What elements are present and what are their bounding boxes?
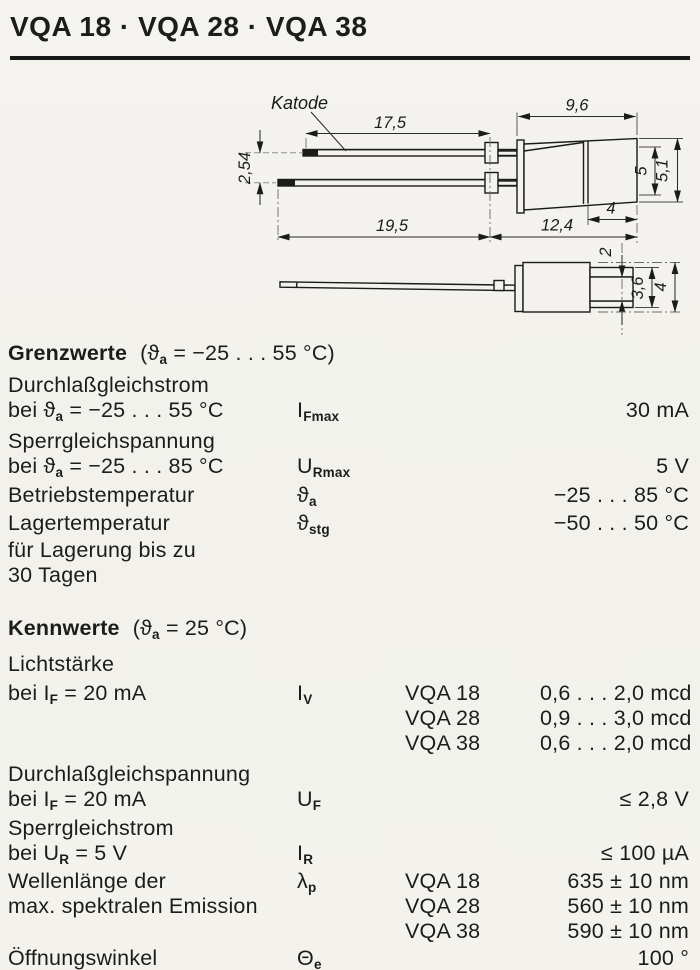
spec-line xyxy=(8,869,692,894)
spec-line xyxy=(8,762,692,787)
svg-text:4: 4 xyxy=(652,282,670,292)
svg-text:9,6: 9,6 xyxy=(565,96,589,115)
spec-line xyxy=(8,511,692,536)
param-value: −25 . . . 85 °C xyxy=(553,483,689,507)
dim-pitch-2-54 xyxy=(236,130,303,205)
device-type xyxy=(405,787,540,818)
page-title: VQA 18 · VQA 28 · VQA 38 xyxy=(10,11,368,42)
svg-text:17,5: 17,5 xyxy=(373,114,407,132)
param-value: 5 V xyxy=(656,454,689,478)
param-value: 30 mA xyxy=(625,398,689,422)
param-value: ≤ 100 µA xyxy=(601,841,689,865)
param-label: Durchlaßgleichspannung xyxy=(8,762,251,786)
led-bottom-view xyxy=(280,263,633,313)
device-type: VQA 28 xyxy=(405,894,481,918)
param-label: 30 Tagen xyxy=(8,563,98,587)
spec-line xyxy=(8,706,692,731)
param-symbol: $\lambda_p$ xyxy=(297,869,317,895)
param-label: bei $ϑ_a = -25$ . . . 85 °C xyxy=(8,454,224,480)
device-type xyxy=(405,398,540,429)
param-value: 635 ± 10 nm xyxy=(567,869,689,893)
param-symbol: $ϑ_{stg}$ xyxy=(297,511,330,537)
param-symbol: $U_{Rmax}$ xyxy=(297,454,351,480)
device-type xyxy=(405,454,540,485)
spec-line xyxy=(8,841,692,866)
param-label: Lagertemperatur xyxy=(8,511,170,535)
device-type xyxy=(405,946,540,970)
svg-text:12,4: 12,4 xyxy=(540,216,574,235)
dim-lead-19-5 xyxy=(278,189,490,243)
spec-line xyxy=(8,816,692,841)
param-value: 560 ± 10 nm xyxy=(567,894,689,918)
device-type: VQA 18 xyxy=(405,681,481,705)
param-symbol: $U_F$ xyxy=(297,787,322,813)
param-label: bei $I_F = 20$ mA xyxy=(8,681,147,707)
param-value: 590 ± 10 nm xyxy=(567,919,689,943)
svg-text:Katode: Katode xyxy=(271,93,329,113)
device-type xyxy=(405,483,540,514)
param-label: Betriebstemperatur xyxy=(8,483,195,507)
svg-text:4: 4 xyxy=(606,199,616,218)
param-label: bei $I_F = 20$ mA xyxy=(8,787,147,813)
param-label: Sperrgleichspannung xyxy=(8,429,216,453)
section-condition: ($ϑ_a = -25$ . . . 55 °C) xyxy=(140,341,335,367)
spec-tables xyxy=(8,340,692,970)
param-value: 100 ° xyxy=(637,946,689,970)
device-type: VQA 28 xyxy=(405,706,481,730)
section-title: Grenzwerte xyxy=(8,341,128,365)
svg-text:19,5: 19,5 xyxy=(375,217,409,235)
top-lead xyxy=(303,143,517,164)
svg-text:5: 5 xyxy=(632,166,651,176)
spec-line xyxy=(8,681,692,706)
dim-body-9-6 xyxy=(517,97,637,137)
spec-line xyxy=(8,563,692,588)
param-symbol: $I_R$ xyxy=(297,841,314,867)
param-label: bei $U_R = 5$ V xyxy=(8,841,128,867)
param-label: Öffnungswinkel xyxy=(8,946,158,970)
svg-text:5,1: 5,1 xyxy=(653,159,672,182)
param-label: für Lagerung bis zu xyxy=(8,538,196,562)
spec-line xyxy=(8,429,692,454)
device-type xyxy=(405,841,540,872)
device-type: VQA 38 xyxy=(405,731,481,755)
dimension-drawing xyxy=(0,85,700,335)
title-rule xyxy=(10,56,690,60)
kennwerte-heading xyxy=(8,615,692,641)
svg-text:2: 2 xyxy=(597,247,615,257)
param-label: bei $ϑ_a = -25$ . . . 55 °C xyxy=(8,398,224,424)
param-label: max. spektralen Emission xyxy=(8,894,258,918)
param-value: 0,6 . . . 2,0 mcd xyxy=(540,681,692,705)
spec-line xyxy=(8,454,692,479)
spec-line xyxy=(8,787,692,812)
device-type: VQA 38 xyxy=(405,919,481,943)
bottom-lead xyxy=(278,173,517,194)
param-label: Lichtstärke xyxy=(8,652,115,676)
spec-line xyxy=(8,731,692,756)
device-type: VQA 18 xyxy=(405,869,481,893)
section-condition: ($ϑ_a = 25$ °C) xyxy=(132,616,248,642)
spec-line xyxy=(8,919,692,944)
param-symbol: $\Theta_e$ xyxy=(297,946,322,970)
param-label: Durchlaßgleichstrom xyxy=(8,373,209,397)
grenzwerte-heading xyxy=(8,340,692,366)
spec-line xyxy=(8,652,692,677)
spec-line xyxy=(8,398,692,423)
param-value: ≤ 2,8 V xyxy=(619,787,689,811)
section-title: Kennwerte xyxy=(8,616,120,640)
katode-label xyxy=(271,93,346,151)
spec-line xyxy=(8,538,692,563)
param-symbol: $I_V$ xyxy=(297,681,313,707)
svg-text:3,6: 3,6 xyxy=(629,276,647,300)
param-value: 0,9 . . . 3,0 mcd xyxy=(540,706,692,730)
led-body-side-view xyxy=(517,139,637,214)
param-label: Sperrgleichstrom xyxy=(8,816,174,840)
param-symbol: $ϑ_a$ xyxy=(297,483,317,509)
spec-line xyxy=(8,894,692,919)
spec-line xyxy=(8,373,692,398)
param-value: −50 . . . 50 °C xyxy=(553,511,689,535)
svg-text:2,54: 2,54 xyxy=(236,151,254,185)
spec-line xyxy=(8,946,692,970)
param-label: Wellenlänge der xyxy=(8,869,166,893)
led-drawing-svg xyxy=(0,85,700,335)
param-symbol: $I_{Fmax}$ xyxy=(297,398,340,424)
param-value: 0,6 . . . 2,0 mcd xyxy=(540,731,692,755)
spec-line xyxy=(8,483,692,508)
